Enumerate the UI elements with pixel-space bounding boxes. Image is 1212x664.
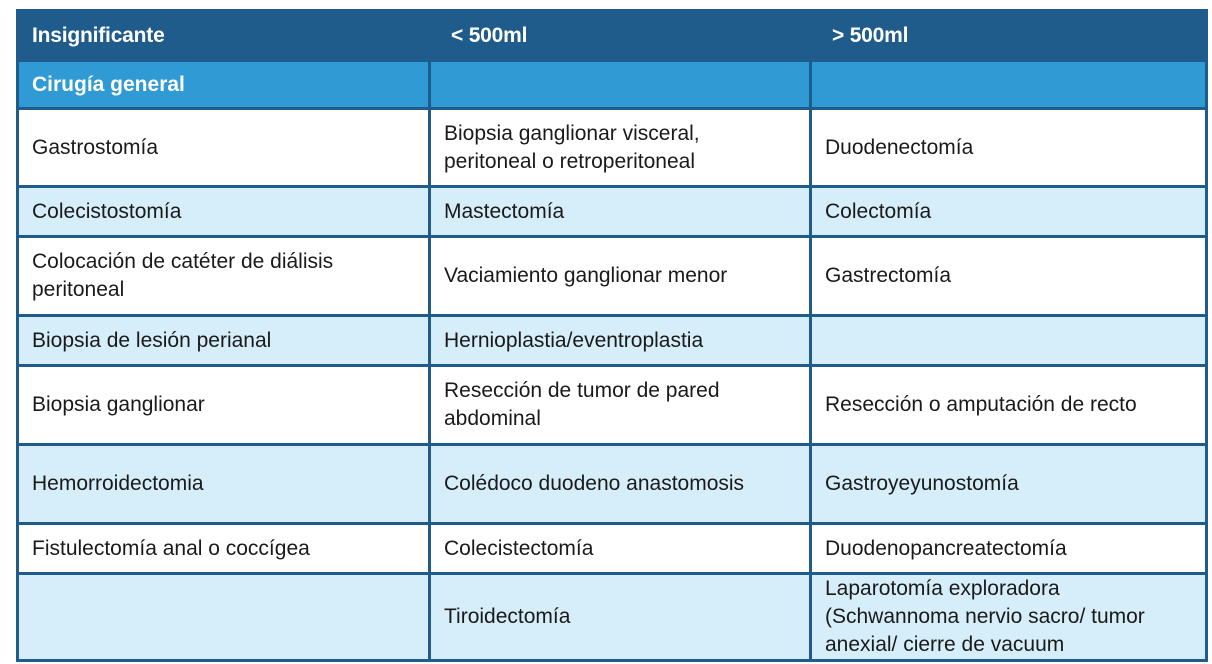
table-row [19, 575, 1205, 659]
table-cell: Colecistostomía [19, 188, 428, 235]
section-empty-cell [431, 62, 809, 107]
table-row [19, 525, 1205, 572]
table-row [19, 446, 1205, 522]
table-row [19, 238, 1205, 314]
procedures-table [16, 9, 1205, 662]
section-title: Cirugía general [19, 62, 428, 107]
section-empty-cell [812, 62, 1205, 107]
table-cell: Mastectomía [431, 188, 809, 235]
table-cell: Tiroidectomía [431, 575, 809, 659]
header-less-500ml: < 500ml [431, 12, 809, 59]
table-cell: Colectomía [812, 188, 1205, 235]
table-row [19, 110, 1205, 185]
table-cell: Resección de tumor de pared abdominal [431, 367, 809, 443]
table-cell: Duodenopancreatectomía [812, 525, 1205, 572]
table-cell: Gastrectomía [812, 238, 1205, 314]
table-cell: Vaciamiento ganglionar menor [431, 238, 809, 314]
table-cell: Biopsia ganglionar visceral, peritoneal o retroperitoneal [431, 110, 809, 185]
table-cell: Colecistectomía [431, 525, 809, 572]
table-cell [19, 575, 428, 659]
table-cell: Resección o amputación de recto [812, 367, 1205, 443]
header-row [19, 12, 1205, 59]
table-cell: Colocación de catéter de diálisis peritoneal [19, 238, 428, 314]
table-cell: Hernioplastia/eventroplastia [431, 317, 809, 364]
table-row [19, 367, 1205, 443]
table-cell: Gastrostomía [19, 110, 428, 185]
table-row [19, 317, 1205, 364]
table-row [19, 188, 1205, 235]
table-cell: Gastroyeyunostomía [812, 446, 1205, 522]
table-cell: Laparotomía exploradora (Schwannoma nervio sacro/ tumor anexial/ cierre de vacuum [812, 575, 1205, 659]
table-cell: Biopsia de lesión perianal [19, 317, 428, 364]
header-insignificante: Insignificante [19, 12, 428, 59]
table-cell: Biopsia ganglionar [19, 367, 428, 443]
table-cell: Duodenectomía [812, 110, 1205, 185]
table-cell [812, 317, 1205, 364]
table-cell: Hemorroidectomia [19, 446, 428, 522]
header-more-500ml: > 500ml [812, 12, 1205, 59]
table-cell: Fistulectomía anal o coccígea [19, 525, 428, 572]
section-row [19, 62, 1205, 107]
table-cell: Colédoco duodeno anastomosis [431, 446, 809, 522]
bleeding-risk-table [16, 9, 1208, 662]
